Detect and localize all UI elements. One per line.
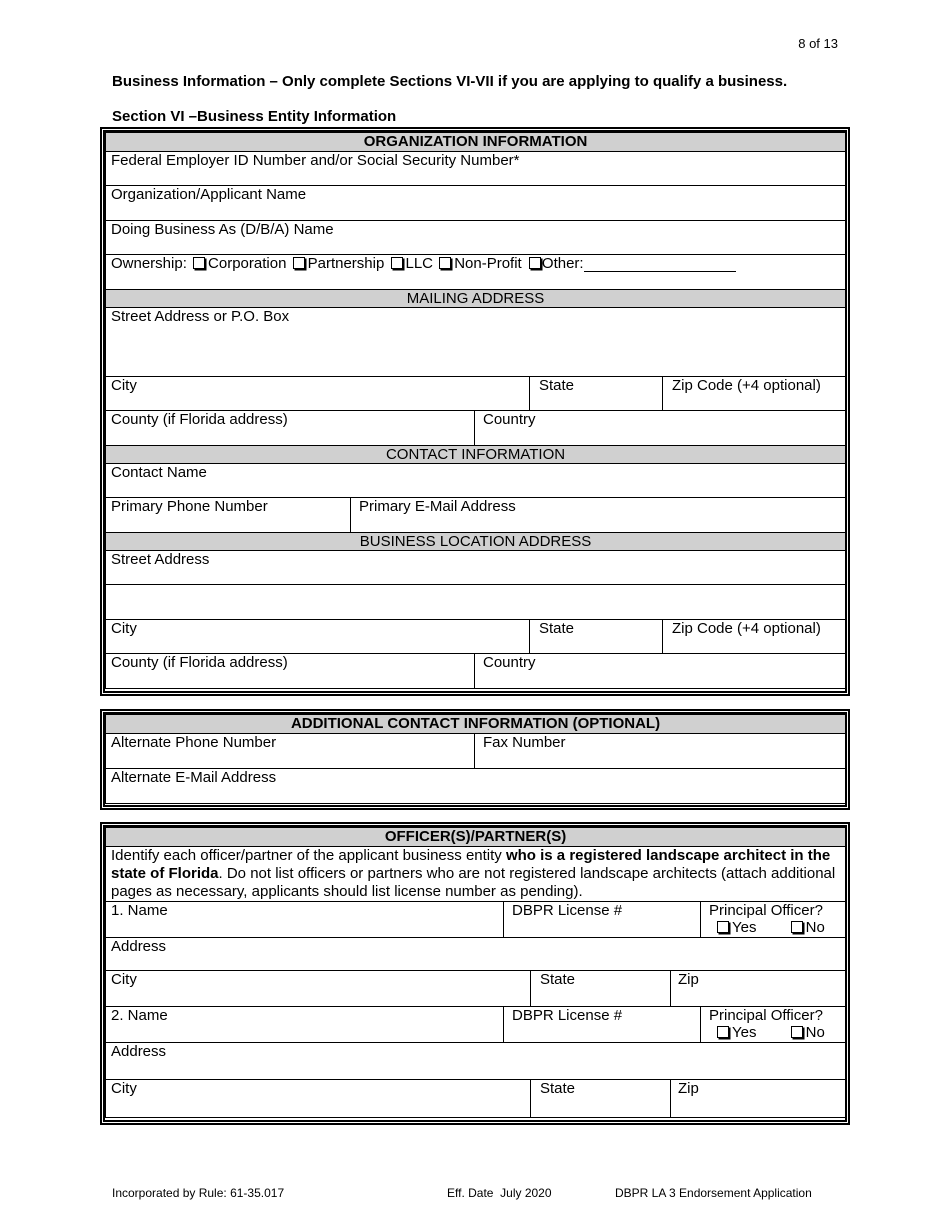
officer2-city-label: City xyxy=(111,1080,137,1097)
officer1-yes-checkbox[interactable] xyxy=(717,921,729,933)
additional-contact-frame xyxy=(100,709,850,810)
dba-label: Doing Business As (D/B/A) Name xyxy=(111,221,334,238)
officer2-no-checkbox[interactable] xyxy=(791,1026,803,1038)
other-option: Other: xyxy=(541,255,584,272)
footer-rule: Incorporated by Rule: 61-35.017 xyxy=(112,1186,285,1200)
nonprofit-option: Non-Profit xyxy=(454,255,522,272)
location-header: BUSINESS LOCATION ADDRESS xyxy=(106,533,846,551)
instructions-text-1: Identify each officer/partner of the applicant business entity xyxy=(111,847,506,864)
location-state-field[interactable] xyxy=(530,620,663,654)
primary-phone-label: Primary Phone Number xyxy=(111,498,268,515)
officer2-no-label: No xyxy=(805,1024,825,1041)
officer2-state-label: State xyxy=(540,1080,576,1097)
location-city-label: City xyxy=(111,620,137,637)
mailing-street-label: Street Address or P.O. Box xyxy=(111,308,290,325)
location-zip-field[interactable] xyxy=(663,620,846,654)
business-entity-frame xyxy=(100,127,850,696)
primary-email-field[interactable] xyxy=(351,498,846,533)
officer2-name-field[interactable] xyxy=(106,1007,504,1043)
org-header: ORGANIZATION INFORMATION xyxy=(106,133,846,152)
mailing-city-field[interactable] xyxy=(106,377,530,411)
nonprofit-checkbox[interactable] xyxy=(439,257,451,269)
officer2-address-field[interactable] xyxy=(106,1043,846,1080)
location-county-label: County (if Florida address) xyxy=(111,654,288,671)
primary-phone-field[interactable] xyxy=(106,498,351,533)
ownership-label: Ownership: xyxy=(111,255,187,272)
instructions-text-2: . Do not list officers or partners who are not registered landscape architects (attach additional pages as necessary, applicants should list license number as pending). xyxy=(111,865,836,900)
contact-name-label: Contact Name xyxy=(111,464,207,481)
fein-label: Federal Employer ID Number and/or Social Security Number* xyxy=(111,152,520,169)
mailing-country-field[interactable] xyxy=(475,411,846,446)
section-title: Section VI –Business Entity Information xyxy=(112,108,397,125)
mailing-street-line2[interactable] xyxy=(106,342,846,377)
officers-header: OFFICER(S)/PARTNER(S) xyxy=(106,828,846,847)
corporation-checkbox[interactable] xyxy=(193,257,205,269)
officer2-yes-label: Yes xyxy=(732,1024,757,1041)
footer-form-name: DBPR LA 3 Endorsement Application xyxy=(615,1186,812,1200)
officers-table xyxy=(105,827,846,1118)
org-name-field[interactable] xyxy=(106,186,846,221)
other-blank-input[interactable] xyxy=(584,257,736,272)
officer2-principal-cell xyxy=(701,1007,846,1043)
org-name-label: Organization/Applicant Name xyxy=(111,186,307,203)
llc-option: LLC xyxy=(405,255,434,272)
mailing-country-label: Country xyxy=(483,411,536,428)
alt-email-label: Alternate E-Mail Address xyxy=(111,769,277,786)
mailing-city-label: City xyxy=(111,377,137,394)
location-zip-label: Zip Code (+4 optional) xyxy=(672,620,821,637)
officer1-principal-label: Principal Officer? xyxy=(709,902,823,919)
officer2-license-field[interactable] xyxy=(504,1007,701,1043)
officer1-license-label: DBPR License # xyxy=(512,902,623,919)
officer1-city-field[interactable] xyxy=(106,971,531,1007)
partnership-option: Partnership xyxy=(307,255,385,272)
location-city-field[interactable] xyxy=(106,620,530,654)
officer1-address-field[interactable] xyxy=(106,938,846,971)
fax-label: Fax Number xyxy=(483,734,566,751)
partnership-checkbox[interactable] xyxy=(293,257,305,269)
mailing-county-field[interactable] xyxy=(106,411,475,446)
fein-field[interactable] xyxy=(106,152,846,186)
officer1-state-label: State xyxy=(540,971,576,988)
alt-email-field[interactable] xyxy=(106,769,846,804)
location-country-label: Country xyxy=(483,654,536,671)
alt-phone-label: Alternate Phone Number xyxy=(111,734,277,751)
location-state-label: State xyxy=(539,620,575,637)
additional-header: ADDITIONAL CONTACT INFORMATION (OPTIONAL) xyxy=(106,715,846,734)
location-street-label: Street Address xyxy=(111,551,210,568)
contact-header: CONTACT INFORMATION xyxy=(106,446,846,464)
location-country-field[interactable] xyxy=(475,654,846,689)
mailing-header: MAILING ADDRESS xyxy=(106,290,846,308)
officer1-city-label: City xyxy=(111,971,137,988)
mailing-zip-label: Zip Code (+4 optional) xyxy=(672,377,821,394)
other-checkbox[interactable] xyxy=(529,257,541,269)
location-county-field[interactable] xyxy=(106,654,475,689)
location-street-field[interactable] xyxy=(106,551,846,585)
dba-field[interactable] xyxy=(106,221,846,255)
mailing-zip-field[interactable] xyxy=(663,377,846,411)
mailing-county-label: County (if Florida address) xyxy=(111,411,288,428)
officer1-state-field[interactable] xyxy=(531,971,671,1007)
officer1-principal-cell xyxy=(701,902,846,938)
officer2-zip-field[interactable] xyxy=(671,1080,846,1118)
instructions-bold-text: who is a registered landscape architect in the state of Florida xyxy=(111,847,831,882)
officer2-state-field[interactable] xyxy=(531,1080,671,1118)
officer1-no-label: No xyxy=(805,919,825,936)
alt-phone-field[interactable] xyxy=(106,734,475,769)
officer2-principal-label: Principal Officer? xyxy=(709,1007,823,1024)
officer1-zip-field[interactable] xyxy=(671,971,846,1007)
officer2-city-field[interactable] xyxy=(106,1080,531,1118)
mailing-state-label: State xyxy=(539,377,575,394)
officer1-name-label: 1. Name xyxy=(111,902,168,919)
intro-heading: Business Information – Only complete Sections VI-VII if you are applying to qualify a business. xyxy=(112,73,788,90)
mailing-state-field[interactable] xyxy=(530,377,663,411)
officers-instructions xyxy=(106,847,846,902)
page-number: 8 of 13 xyxy=(798,36,838,51)
ownership-row xyxy=(106,255,846,290)
officer2-zip-label: Zip xyxy=(678,1080,699,1097)
primary-email-label: Primary E-Mail Address xyxy=(359,498,516,515)
corporation-option: Corporation xyxy=(208,255,287,272)
officer2-address-label: Address xyxy=(111,1043,167,1060)
officer1-zip-label: Zip xyxy=(678,971,699,988)
fax-field[interactable] xyxy=(475,734,846,769)
officer1-name-field[interactable] xyxy=(106,902,504,938)
llc-checkbox[interactable] xyxy=(391,257,403,269)
location-street-line2[interactable] xyxy=(106,585,846,620)
contact-name-field[interactable] xyxy=(106,464,846,498)
officer2-name-label: 2. Name xyxy=(111,1007,168,1024)
footer-eff-date: Eff. Date July 2020 xyxy=(447,1186,552,1200)
officers-frame xyxy=(100,822,850,1125)
mailing-street-field[interactable] xyxy=(106,308,846,342)
officer2-license-label: DBPR License # xyxy=(512,1007,623,1024)
officer1-no-checkbox[interactable] xyxy=(791,921,803,933)
officer2-yes-checkbox[interactable] xyxy=(717,1026,729,1038)
additional-contact-table xyxy=(105,714,846,804)
officer1-yes-label: Yes xyxy=(732,919,757,936)
officer1-address-label: Address xyxy=(111,938,167,955)
officer1-license-field[interactable] xyxy=(504,902,701,938)
business-entity-table xyxy=(105,132,846,689)
